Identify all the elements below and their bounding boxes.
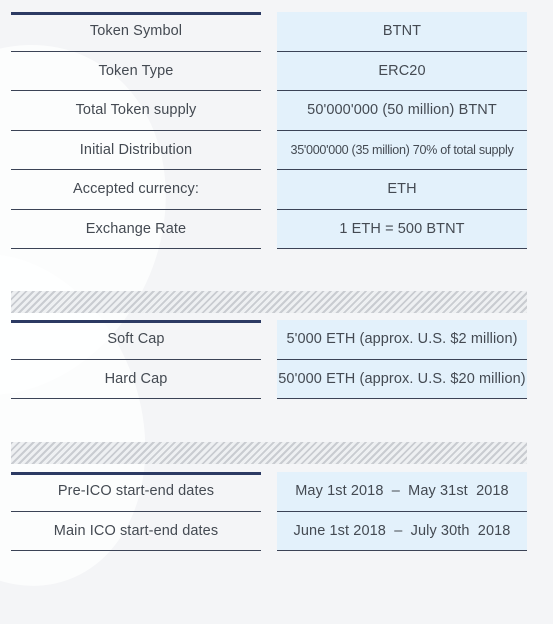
row-label: Soft Cap: [11, 320, 261, 360]
table-row: [11, 320, 527, 360]
row-value: 50'000 ETH (approx. U.S. $20 million): [277, 360, 527, 400]
row-value: 50'000'000 (50 million) BTNT: [277, 91, 527, 131]
row-value: ETH: [277, 170, 527, 210]
row-value: BTNT: [277, 12, 527, 52]
table-row: [11, 210, 527, 250]
row-label: Token Symbol: [11, 12, 261, 52]
table-row: [11, 91, 527, 131]
section-divider: [11, 291, 527, 313]
row-label: Token Type: [11, 52, 261, 92]
table-row: [11, 131, 527, 171]
row-label: Initial Distribution: [11, 131, 261, 171]
dates-table: [11, 472, 527, 551]
row-label: Pre-ICO start-end dates: [11, 472, 261, 512]
row-value: 35'000'000 (35 million) 70% of total supply: [277, 131, 527, 171]
row-value: 5'000 ETH (approx. U.S. $2 million): [277, 320, 527, 360]
token-details-table: [11, 12, 527, 249]
row-label: Accepted currency:: [11, 170, 261, 210]
row-label: Main ICO start-end dates: [11, 512, 261, 552]
row-label: Hard Cap: [11, 360, 261, 400]
section-divider: [11, 442, 527, 464]
table-row: [11, 170, 527, 210]
caps-table: [11, 320, 527, 399]
row-label: Exchange Rate: [11, 210, 261, 250]
table-row: [11, 12, 527, 52]
row-value: ERC20: [277, 52, 527, 92]
table-row: [11, 512, 527, 552]
table-row: [11, 472, 527, 512]
row-label: Total Token supply: [11, 91, 261, 131]
row-value: June 1st 2018 – July 30th 2018: [277, 512, 527, 552]
row-value: 1 ETH = 500 BTNT: [277, 210, 527, 250]
row-value: May 1st 2018 – May 31st 2018: [277, 472, 527, 512]
table-row: [11, 52, 527, 92]
table-row: [11, 360, 527, 400]
